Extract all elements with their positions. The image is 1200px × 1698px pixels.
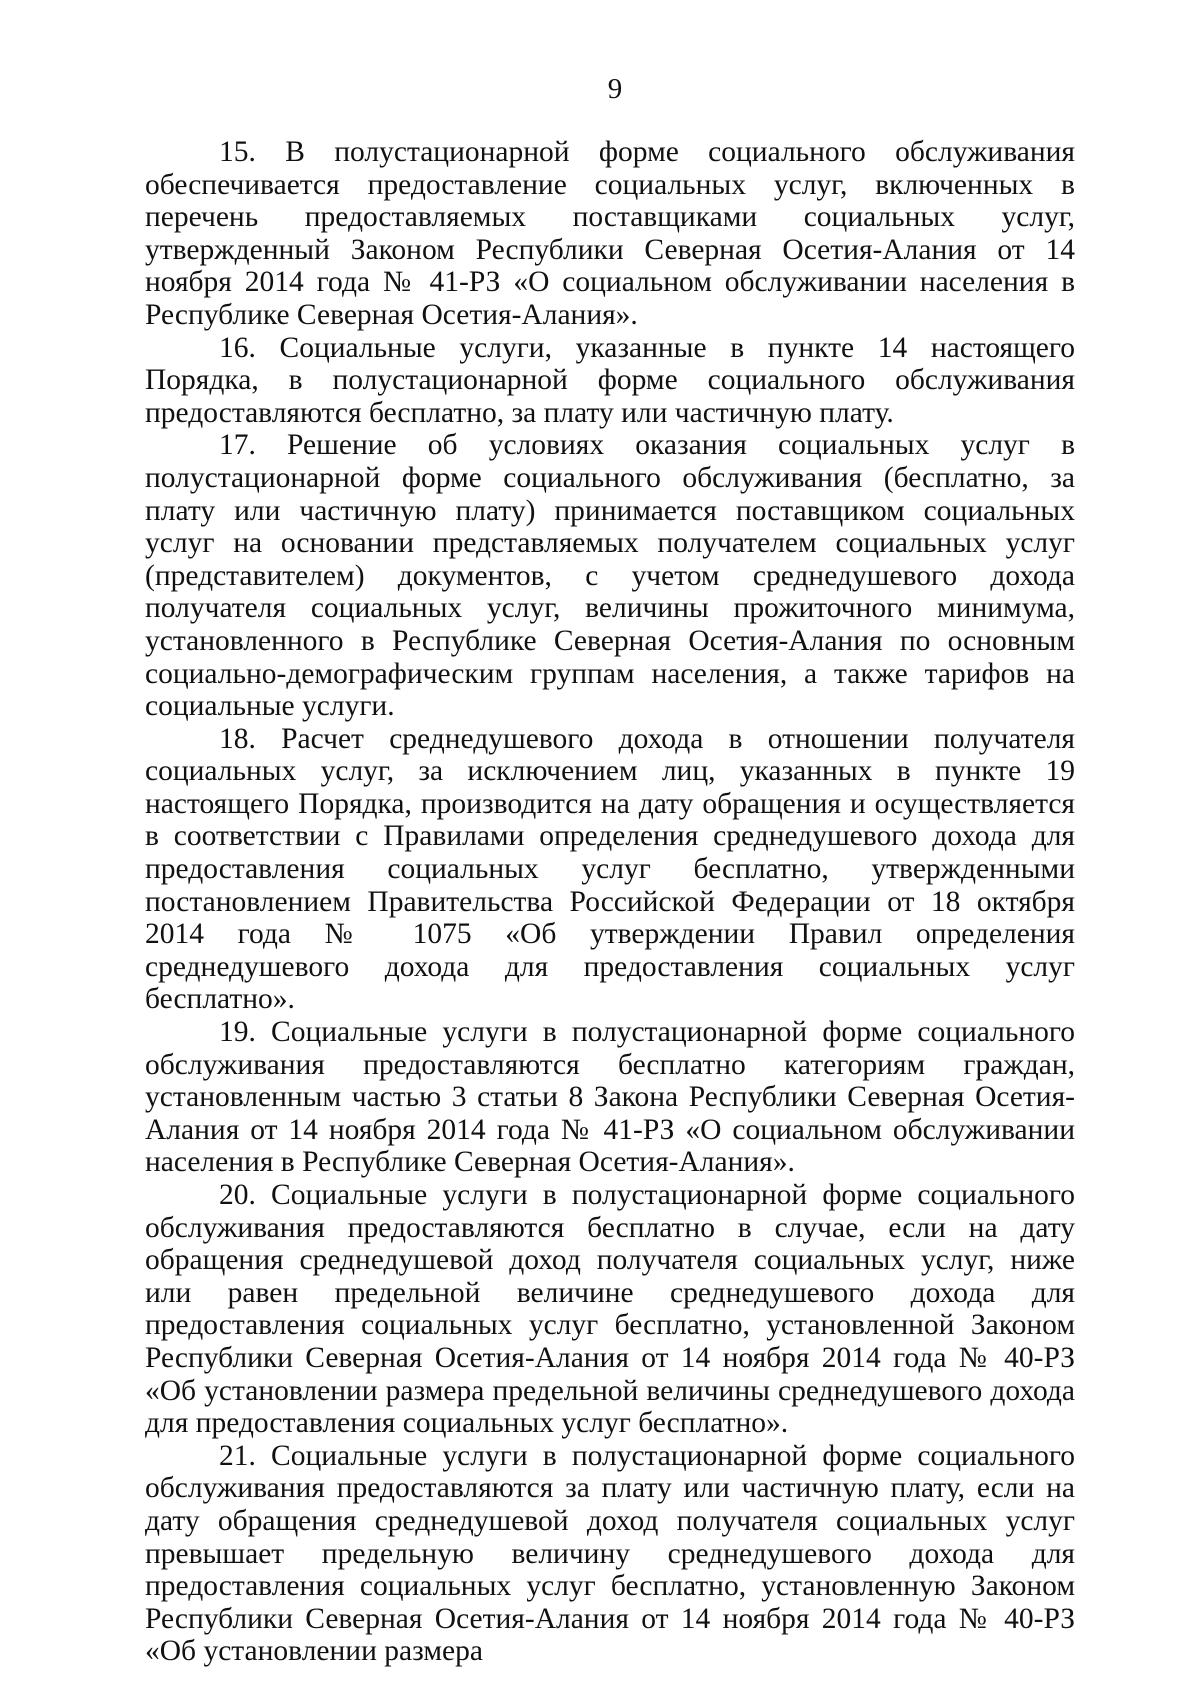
paragraph-20: 20. Социальные услуги в полустационарной форме социального обслуживания предоставляются бесплатно в случае, если на дату обращения среднедушевой доход получателя социальных услуг, ниже или равен предельной величине среднедушевого дохода для предоставления социальных услуг бесплатно, установленной Законом Республики Северная Осетия-Алания от 14 ноября 2014 года № 40-РЗ «Об установлении размера предельной величины среднедушевого дохода для предоставления социальных услуг бесплатно». [145, 1179, 1075, 1440]
paragraph-17: 17. Решение об условиях оказания социальных услуг в полустационарной форме социального обслуживания (бесплатно, за плату или частичную плату) принимается поставщиком социальных услуг на основании представляемых получателем социальных услуг (представителем) документов, с учетом среднедушевого дохода получателя социальных услуг, величины прожиточного минимума, установленного в Республике Северная Осетия-Алания по основным социально-демографическим группам населения, а также тарифов на социальные услуги. [145, 429, 1075, 723]
page-number: 9 [607, 73, 623, 105]
paragraph-18: 18. Расчет среднедушевого дохода в отношении получателя социальных услуг, за исключением лиц, указанных в пункте 19 настоящего Порядка, производится на дату обращения и осуществляется в соответствии с Правилами определения среднедушевого дохода для предоставления социальных услуг бесплатно, утвержденными постановлением Правительства Российской Федерации от 18 октября 2014 года № 1075 «Об утверждении Правил определения среднедушевого дохода для предоставления социальных услуг бесплатно». [145, 722, 1075, 1016]
paragraph-15: 15. В полустационарной форме социального обслуживания обеспечивается предоставление социальных услуг, включенных в перечень предоставляемых поставщиками социальных услуг, утвержденный Законом Республики Северная Осетия-Алания от 14 ноября 2014 года № 41-РЗ «О социальном обслуживании населения в Республике Северная Осетия-Алания». [145, 136, 1075, 331]
paragraph-19: 19. Социальные услуги в полустационарной форме социального обслуживания предоставляются бесплатно категориям граждан, установленным частью 3 статьи 8 Закона Республики Северная Осетия-Алания от 14 ноября 2014 года № 41-РЗ «О социальном обслуживании населения в Республике Северная Осетия-Алания». [145, 1016, 1075, 1179]
paragraph-21: 21. Социальные услуги в полустационарной форме социального обслуживания предоставляются за плату или частичную плату, если на дату обращения среднедушевой доход получателя социальных услуг превышает предельную величину среднедушевого дохода для предоставления социальных услуг бесплатно, установленную Законом Республики Северная Осетия-Алания от 14 ноября 2014 года № 40-РЗ «Об установлении размера [145, 1439, 1075, 1668]
document-body [145, 136, 1075, 1668]
paragraph-16: 16. Социальные услуги, указанные в пункте 14 настоящего Порядка, в полустационарной форме социального обслуживания предоставляются бесплатно, за плату или частичную плату. [145, 331, 1075, 429]
